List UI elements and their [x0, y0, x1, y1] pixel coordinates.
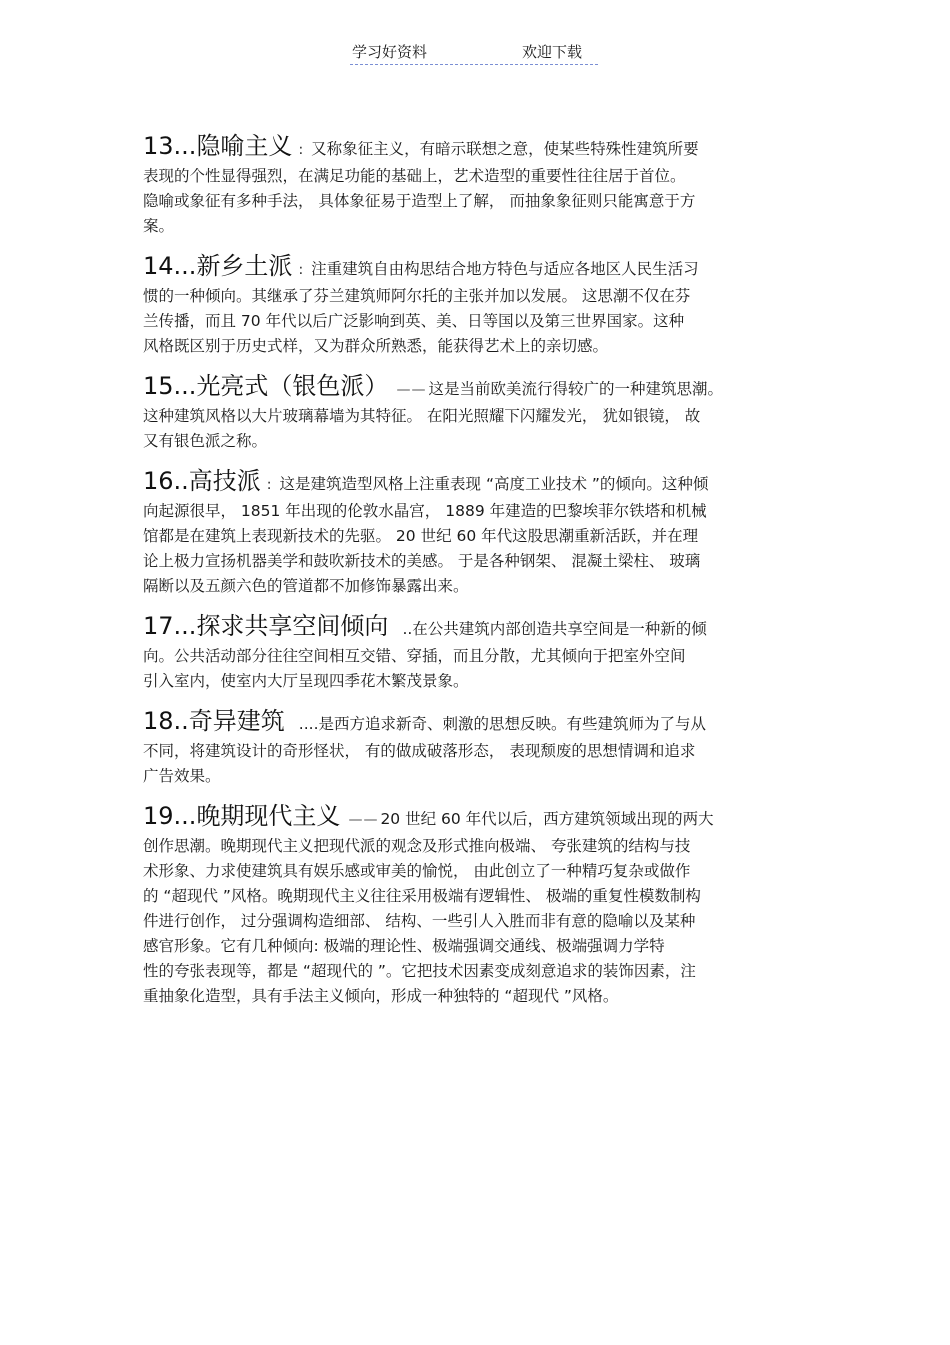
- term-definition-line: 隐喻或象征有多种手法， 具体象征易于造型上了解， 而抽象象征则只能寓意于方: [143, 192, 696, 210]
- term-heading: [143, 368, 813, 404]
- term-definition-first-line: 20 世纪 60 年代以后，西方建筑领域出现的两大: [380, 810, 714, 828]
- term-definition-line: 重抽象化造型，具有手法主义倾向，形成一种独特的 “超现代 ”风格。: [143, 987, 619, 1005]
- term-definition-line: 这种建筑风格以大片玻璃幕墙为其特征。 在阳光照耀下闪耀发光， 犹如银镜， 故: [143, 407, 701, 425]
- term-definition-line: 向。公共活动部分往往空间相互交错、穿插，而且分散，尤其倾向于把室外空间: [143, 647, 686, 665]
- term-title: 新乡土派: [196, 252, 293, 280]
- term-definition-first-line: ..在公共建筑内部创造共享空间是一种新的倾: [402, 620, 707, 638]
- term-definition-first-line: 又称象征主义，有暗示联想之意，使某些特殊性建筑所要: [311, 140, 699, 158]
- term-definition-line: 创作思潮。晚期现代主义把现代派的观念及形式推向极端、 夸张建筑的结构与技: [143, 837, 691, 855]
- term-definition-line: 隔断以及五颜六色的管道都不加修饰暴露出来。: [143, 577, 469, 595]
- term-heading: [143, 128, 813, 164]
- term-title: 奇异建筑: [188, 707, 285, 735]
- term-definition-first-line: 这是当前欧美流行得较广的一种建筑思潮。: [428, 380, 723, 398]
- term-number: 19...: [143, 802, 197, 830]
- term-definition-line: 术形象、力求使建筑具有娱乐感或审美的愉悦， 由此创立了一种精巧复杂或做作: [143, 862, 691, 880]
- term-title: 探求共享空间倾向: [196, 612, 389, 640]
- term-definition-first-line: 这是建筑造型风格上注重表现 “高度工业技术 ”的倾向。这种倾: [279, 475, 709, 493]
- term-heading: [143, 798, 813, 834]
- term-entry: [143, 703, 813, 789]
- term-definition-line: 不同，将建筑设计的奇形怪状， 有的做成破落形态， 表现颓废的思想情调和追求: [143, 742, 696, 760]
- term-title: 光亮式（银色派）: [196, 372, 389, 400]
- term-definition-line: 广告效果。: [143, 767, 221, 785]
- term-separator: ——: [348, 812, 379, 828]
- term-definition-line: 又有银色派之称。: [143, 432, 268, 450]
- term-number: 15...: [143, 372, 197, 400]
- document-body: [143, 128, 813, 1018]
- header-left-text: 学习好资料: [352, 43, 428, 61]
- term-separator: ——: [396, 382, 427, 398]
- term-separator: :: [298, 262, 304, 278]
- term-definition-line: 引入室内，使室内大厅呈现四季花木繁茂景象。: [143, 672, 469, 690]
- term-number: 17...: [143, 612, 197, 640]
- term-title: 隐喻主义: [196, 132, 293, 160]
- term-definition-line: 惯的一种倾向。其继承了芬兰建筑师阿尔托的主张并加以发展。 这思潮不仅在芬: [143, 287, 691, 305]
- term-entry: [143, 248, 813, 359]
- term-separator: :: [298, 142, 304, 158]
- page-header: [350, 42, 598, 65]
- term-title: 高技派: [188, 467, 261, 495]
- term-heading: [143, 248, 813, 284]
- term-entry: [143, 798, 813, 1009]
- term-separator: :: [266, 477, 272, 493]
- term-number: 13...: [143, 132, 197, 160]
- term-number: 18..: [143, 707, 189, 735]
- term-number: 14...: [143, 252, 197, 280]
- term-definition-line: 表现的个性显得强烈，在满足功能的基础上，艺术造型的重要性往往居于首位。: [143, 167, 686, 185]
- term-definition-first-line: ....是西方追求新奇、刺激的思想反映。有些建筑师为了与从: [298, 715, 707, 733]
- term-entry: [143, 463, 813, 599]
- header-right-text: 欢迎下载: [522, 43, 583, 61]
- term-heading: [143, 463, 813, 499]
- term-definition-line: 馆都是在建筑上表现新技术的先驱。 20 世纪 60 年代这股思潮重新活跃，并在理: [143, 527, 699, 545]
- term-entry: [143, 608, 813, 694]
- term-definition-line: 兰传播，而且 70 年代以后广泛影响到英、美、日等国以及第三世界国家。这种: [143, 312, 685, 330]
- term-definition-line: 向起源很早， 1851 年出现的伦敦水晶宫， 1889 年建造的巴黎埃菲尔铁塔和机械: [143, 502, 707, 520]
- term-definition-line: 论上极力宣扬机器美学和鼓吹新技术的美感。 于是各种钢架、 混凝土梁柱、 玻璃: [143, 552, 701, 570]
- term-heading: [143, 608, 813, 644]
- term-entry: [143, 368, 813, 454]
- term-definition-line: 风格既区别于历史式样，又为群众所熟悉，能获得艺术上的亲切感。: [143, 337, 609, 355]
- term-definition-line: 案。: [143, 217, 175, 235]
- term-definition-line: 性的夸张表现等，都是 “超现代的 ”。它把技术因素变成刻意追求的装饰因素，注: [143, 962, 696, 980]
- term-definition-first-line: 注重建筑自由构思结合地方特色与适应各地区人民生活习: [311, 260, 699, 278]
- term-heading: [143, 703, 813, 739]
- term-definition-line: 感官形象。它有几种倾向: 极端的理论性、极端强调交通线、极端强调力学特: [143, 937, 665, 955]
- term-entry: [143, 128, 813, 239]
- term-number: 16..: [143, 467, 189, 495]
- term-definition-line: 件进行创作， 过分强调构造细部、 结构、一些引人入胜而非有意的隐喻以及某种: [143, 912, 696, 930]
- term-definition-line: 的 “超现代 ”风格。晚期现代主义往往采用极端有逻辑性、 极端的重复性模数制构: [143, 887, 701, 905]
- term-title: 晚期现代主义: [196, 802, 341, 830]
